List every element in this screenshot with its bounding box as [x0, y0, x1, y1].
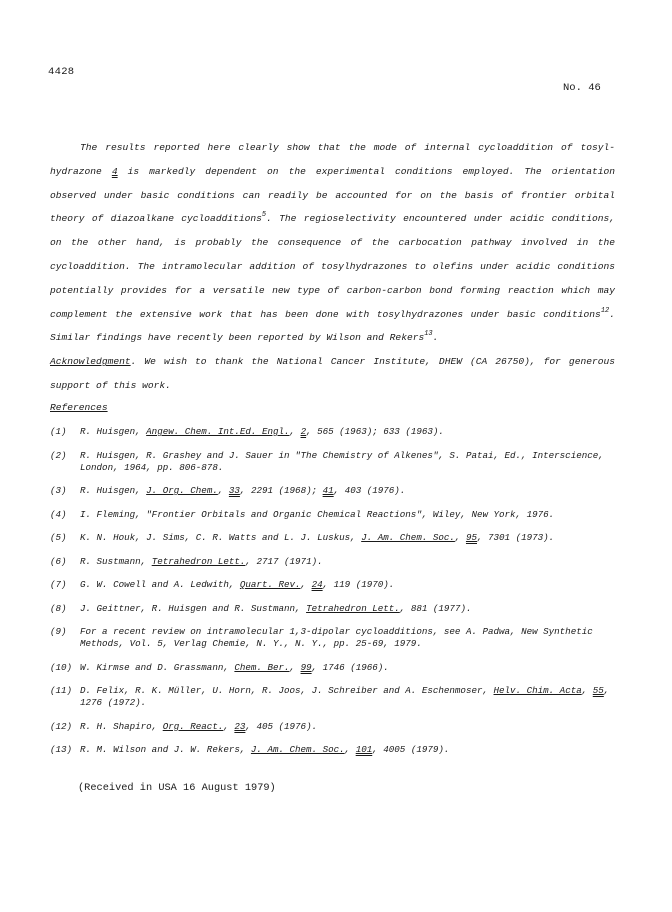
reference-text	[80, 450, 616, 474]
reference-fragment: , 4005 (1979).	[372, 744, 450, 755]
journal-abbrev: Angew. Chem. Int.Ed. Engl.	[146, 426, 290, 437]
received-date: (Received in USA 16 August 1979)	[78, 782, 276, 794]
reference-fragment: , 405 (1976).	[245, 720, 318, 732]
reference-fragment: , 881 (1977).	[399, 602, 472, 614]
volume-number: 95	[465, 532, 477, 543]
article-body	[50, 136, 615, 398]
volume-number: 23	[234, 720, 246, 732]
journal-abbrev: Tetrahedron Lett.	[151, 555, 246, 567]
reference-fragment: , 2717 (1971).	[245, 555, 323, 567]
volume-number: 41	[322, 485, 334, 496]
reference-fragment: ,	[300, 579, 312, 590]
reference-fragment: R. Huisgen,	[80, 485, 147, 496]
reference-fragment: ,	[289, 661, 301, 673]
reference-fragment: I. Fleming, "Frontier Orbitals and Organic Chemical Reactions", Wiley, New York, 1976.	[80, 508, 555, 520]
reference-fragment: , 1746 (1966).	[311, 661, 389, 673]
citation-superscript: 12	[600, 306, 610, 315]
reference-fragment: ,	[344, 744, 356, 755]
reference-text	[80, 744, 616, 756]
reference-fragment: K. N. Houk, J. Sims, C. R. Watts and L. J. Luskus,	[80, 532, 362, 543]
reference-fragment: ,	[454, 532, 466, 543]
volume-number: 24	[311, 579, 323, 590]
volume-number: 2	[300, 426, 307, 437]
reference-number: (6)	[50, 555, 67, 567]
reference-item	[50, 721, 616, 733]
reference-fragment: ,	[223, 720, 235, 732]
paragraph-text: The results reported here clearly show that the mode of internal cycloaddition of tosyl-hydrazone	[50, 142, 615, 177]
reference-text	[80, 509, 616, 521]
reference-fragment: For a recent review on intramolecular 1,3-dipolar cycloadditions, see A. Padwa, New Synthetic Methods, Vol. 5, Verlag Chemie, N. Y., N. Y., pp. 25-69, 1979.	[80, 626, 593, 649]
volume-number: 55	[592, 685, 604, 696]
reference-fragment: J. Geittner, R. Huisgen and R. Sustmann,	[80, 602, 307, 614]
reference-fragment: R. H. Shapiro,	[80, 720, 163, 732]
acknowledgment-label: Acknowledgment	[50, 356, 131, 368]
reference-fragment: R. M. Wilson and J. W. Rekers,	[80, 744, 251, 755]
reference-fragment: , 2291 (1968);	[239, 485, 323, 496]
journal-abbrev: J. Am. Chem. Soc.	[361, 532, 455, 543]
reference-item	[50, 532, 616, 544]
reference-text	[80, 721, 616, 733]
reference-item	[50, 556, 616, 568]
reference-number: (7)	[50, 579, 67, 590]
paragraph-text: . The regioselectivity encountered under acidic conditions, on the other hand, is probably the consequence of the carbocation pathway involved in the cycloaddition. The intramolecular addition of tosylhydrazones to olefins under acidic conditions potentially provides for a versatile new type of carbon-carbon bond forming reaction which may complement the extensive work that has been done with tosylhydrazones under basic conditions	[50, 213, 615, 320]
journal-abbrev: Quart. Rev.	[239, 579, 301, 590]
reference-fragment: R. Huisgen, R. Grashey and J. Sauer in "The Chemistry of Alkenes", S. Patai, Ed., Interscience, London, 1964, pp. 806-878.	[80, 449, 604, 473]
reference-item	[50, 579, 616, 591]
reference-fragment: , 565 (1963); 633 (1963).	[306, 426, 444, 437]
results-paragraph	[50, 136, 615, 350]
reference-text	[80, 579, 616, 591]
reference-item	[50, 685, 616, 709]
journal-abbrev: Helv. Chim. Acta	[493, 685, 582, 696]
reference-fragment: R. Sustmann,	[80, 555, 152, 567]
journal-abbrev: J. Am. Chem. Soc.	[250, 744, 345, 755]
journal-abbrev: Chem. Ber.	[234, 661, 290, 673]
volume-number: 99	[300, 661, 312, 673]
compound-number: 4	[111, 165, 118, 177]
reference-fragment: R. Huisgen,	[80, 426, 147, 437]
reference-number: (4)	[50, 508, 67, 520]
references-list	[50, 426, 616, 768]
reference-text	[80, 426, 616, 438]
paragraph-text: is markedly dependent on the experimental conditions employed. The orientation observed under basic conditions can readily be accounted for on the basis of frontier orbital theory of diazoalkane cycloadditions	[50, 165, 615, 225]
reference-number: (13)	[50, 744, 73, 755]
reference-fragment: ,	[289, 426, 301, 437]
reference-fragment: , 119 (1970).	[322, 579, 395, 590]
page-number: 4428	[48, 66, 75, 78]
reference-item	[50, 744, 616, 756]
reference-number: (5)	[50, 532, 67, 543]
reference-fragment: , 403 (1976).	[333, 485, 406, 496]
paragraph-text: .	[432, 332, 439, 344]
reference-fragment: D. Felix, R. K. Müller, U. Horn, R. Joos, J. Schreiber and A. Eschenmoser,	[80, 685, 494, 696]
reference-item	[50, 603, 616, 615]
reference-item	[50, 426, 616, 438]
reference-item	[50, 450, 616, 474]
reference-fragment: G. W. Cowell and A. Ledwith,	[80, 579, 240, 590]
reference-text	[80, 626, 616, 650]
reference-fragment: ,	[581, 685, 593, 696]
journal-abbrev: Org. React.	[162, 720, 224, 732]
citation-superscript: 5	[261, 211, 267, 220]
reference-fragment: , 1276 (1972).	[80, 685, 610, 708]
paragraph-text: . Similar findings have recently been reported by Wilson and Rekers	[50, 308, 615, 344]
reference-item	[50, 662, 616, 674]
reference-number: (9)	[50, 626, 67, 637]
citation-superscript: 13	[424, 330, 433, 339]
reference-number: (2)	[50, 449, 67, 461]
reference-number: (8)	[50, 602, 67, 614]
journal-abbrev: Tetrahedron Lett.	[306, 602, 400, 614]
reference-fragment: W. Kirmse and D. Grassmann,	[80, 661, 235, 673]
reference-item	[50, 509, 616, 521]
reference-item	[50, 485, 616, 497]
reference-text	[80, 556, 616, 568]
reference-number: (11)	[50, 685, 73, 696]
journal-issue: No. 46	[563, 82, 601, 94]
journal-abbrev: J. Org. Chem.	[146, 485, 218, 496]
reference-number: (10)	[50, 661, 73, 673]
reference-text	[80, 485, 616, 497]
references-heading: References	[50, 402, 108, 413]
reference-number: (1)	[50, 426, 67, 437]
reference-fragment: , 7301 (1973).	[476, 532, 555, 543]
volume-number: 101	[355, 744, 373, 755]
acknowledgment-text: . We wish to thank the National Cancer Institute, DHEW (CA 26750), for generous support of this work.	[50, 356, 615, 391]
acknowledgment-paragraph	[50, 350, 615, 398]
reference-text	[80, 603, 616, 615]
reference-number: (3)	[50, 485, 67, 496]
reference-text	[80, 662, 616, 674]
reference-text	[80, 532, 616, 544]
reference-fragment: ,	[217, 485, 229, 496]
volume-number: 33	[228, 485, 240, 496]
reference-number: (12)	[50, 720, 73, 732]
reference-text	[80, 685, 616, 709]
reference-item	[50, 626, 616, 650]
